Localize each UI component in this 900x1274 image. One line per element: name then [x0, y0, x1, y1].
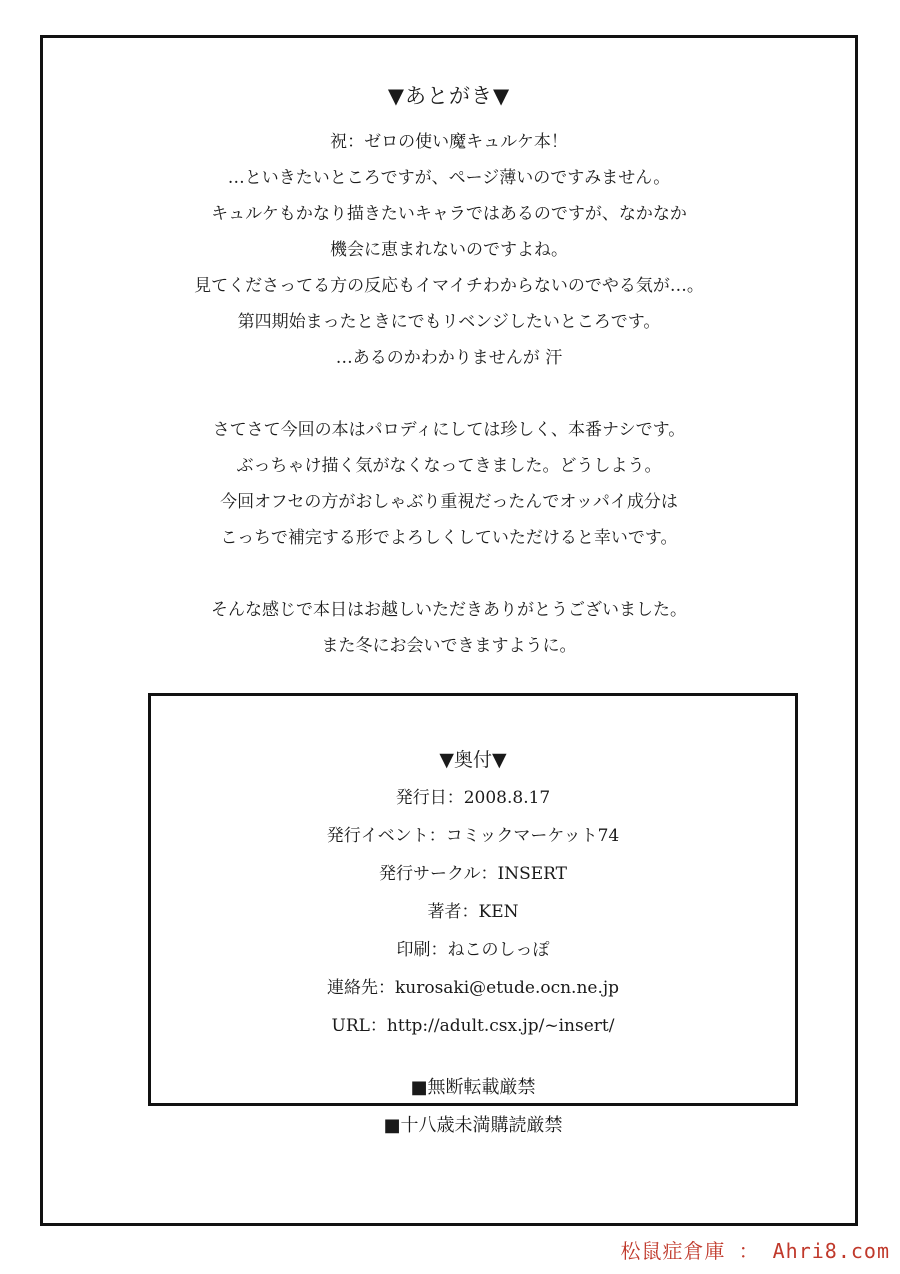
colophon-event: 発行イベント：コミックマーケット74 [326, 826, 620, 846]
page-frame [40, 35, 858, 1226]
afterword-line: ぶっちゃけ描く気がなくなってきました。どうしよう。 [236, 456, 662, 476]
afterword-paragraph-2 [43, 412, 855, 556]
colophon-spacer [151, 1045, 795, 1069]
notice-age-restriction: ■十八歳未満購読厳禁 [383, 1115, 563, 1136]
paragraph-spacer [43, 556, 855, 592]
site-watermark: 松鼠症倉庫 ： Ahri8.com [620, 1239, 890, 1263]
afterword-heading: ▼あとがき▼ [387, 84, 511, 108]
afterword-line: こっちで補完する形でよろしくしていただけると幸いです。 [220, 528, 678, 548]
colophon-printer: 印刷：ねこのしっぽ [396, 940, 550, 960]
afterword-line: そんな感じで本日はお越しいただきありがとうございました。 [211, 600, 687, 620]
notice-no-reprint: ■無断転載厳禁 [410, 1077, 536, 1098]
colophon-circle: 発行サークル：INSERT [379, 864, 567, 884]
colophon-author: 著者：KEN [427, 902, 519, 922]
afterword-line: さてさて今回の本はパロディにしては珍しく、本番ナシです。 [212, 420, 686, 440]
afterword-section [43, 78, 855, 664]
afterword-paragraph-1 [43, 124, 855, 376]
colophon-heading: ▼奥付▼ [439, 749, 507, 771]
afterword-line: 祝：ゼロの使い魔キュルケ本！ [330, 132, 568, 152]
afterword-line: 機会に恵まれないのですよね。 [330, 240, 568, 260]
afterword-line: …あるのかわかりませんが 汗 [335, 348, 563, 368]
colophon-url: URL：http://adult.csx.jp/~insert/ [331, 1016, 615, 1036]
colophon-publish-date: 発行日：2008.8.17 [395, 788, 551, 808]
afterword-line: 今回オフセの方がおしゃぶり重視だったんでオッパイ成分は [220, 492, 678, 512]
paragraph-spacer [43, 376, 855, 412]
afterword-paragraph-3 [43, 592, 855, 664]
colophon-contact: 連絡先：kurosaki@etude.ocn.ne.jp [326, 978, 620, 998]
afterword-line: …といきたいところですが、ページ薄いのですみません。 [227, 168, 671, 188]
afterword-line: キュルケもかなり描きたいキャラではあるのですが、なかなか [211, 204, 687, 224]
afterword-line: 第四期始まったときにでもリベンジしたいところです。 [237, 312, 661, 332]
afterword-line: 見てくださってる方の反応もイマイチわからないのでやる気が…。 [194, 276, 704, 296]
colophon-box [148, 693, 798, 1136]
afterword-line: また冬にお会いできますように。 [321, 636, 577, 656]
